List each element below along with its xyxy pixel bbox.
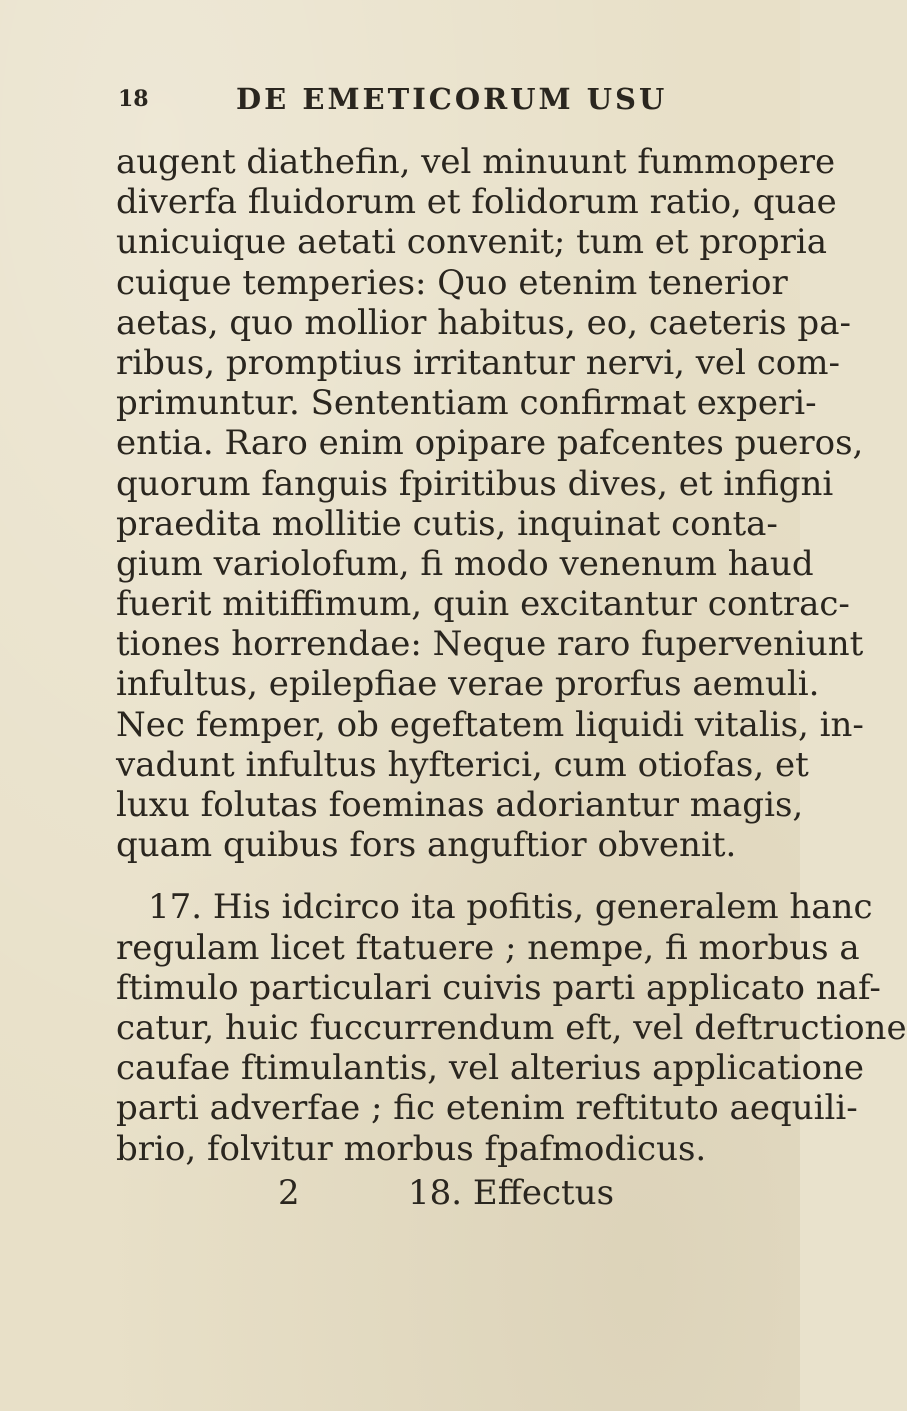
running-head: DE EMETICORUM USU xyxy=(236,82,668,116)
page-footer xyxy=(116,1173,676,1213)
text-line: aetas, quo mollior habitus, eo, caeteris pa- xyxy=(116,302,851,343)
catchword: 18. Effectus xyxy=(408,1172,615,1213)
text-line: caufae ftimulantis, vel alterius applicatione xyxy=(116,1048,864,1089)
text-line: parti adverfae ; fic etenim reftituto aequili- xyxy=(116,1088,858,1129)
text-line: Nec femper, ob egeftatem liquidi vitalis, in- xyxy=(116,704,864,745)
text-line: primuntur. Sententiam confirmat experi- xyxy=(116,383,817,424)
text-line: ribus, promptius irritantur nervi, vel com- xyxy=(116,342,840,383)
text-line: unicuique aetati convenit; tum et propria xyxy=(116,222,828,263)
text-line: brio, folvitur morbus fpafmodicus. xyxy=(116,1128,707,1169)
paragraph-2 xyxy=(116,887,907,1169)
paragraph-gap xyxy=(116,865,676,887)
text-line: quam quibus fors anguftior obvenit. xyxy=(116,825,737,866)
text-line: 17. His idcirco ita pofitis, generalem hanc xyxy=(148,887,873,928)
text-line: cuique temperies: Quo etenim tenerior xyxy=(116,262,788,303)
text-line: regulam licet ftatuere ; nempe, fi morbus a xyxy=(116,927,860,968)
signature-mark: 2 xyxy=(278,1172,300,1213)
text-line: augent diathefin, vel minuunt fummopere xyxy=(116,142,836,182)
text-line: tiones horrendae: Neque raro fuperveniunt xyxy=(116,624,864,665)
text-line: quorum fanguis fpiritibus dives, et infigni xyxy=(116,463,834,504)
text-line: luxu folutas foeminas adoriantur magis, xyxy=(116,785,804,825)
text-line: praedita mollitie cutis, inquinat conta- xyxy=(116,503,778,544)
text-line: catur, huic fuccurrendum eft, vel deftructione xyxy=(116,1007,907,1048)
page-header xyxy=(118,82,678,122)
text-line: diverfa fluidorum et folidorum ratio, quae xyxy=(116,182,837,223)
text-line: fuerit mitiffimum, quin excitantur contrac- xyxy=(116,584,850,625)
paragraph-1 xyxy=(116,142,864,866)
text-line: infultus, epilepfiae verae prorfus aemuli. xyxy=(116,664,820,705)
text-line: ftimulo particulari cuivis parti applicato naf- xyxy=(116,967,881,1008)
text-line: gium variolofum, fi modo venenum haud xyxy=(116,543,814,584)
text-line: vadunt infultus hyfterici, cum otiofas, et xyxy=(116,744,809,785)
page-number: 18 xyxy=(118,86,149,112)
body-text xyxy=(116,142,907,1213)
text-line: entia. Raro enim opipare pafcentes pueros, xyxy=(116,423,864,464)
